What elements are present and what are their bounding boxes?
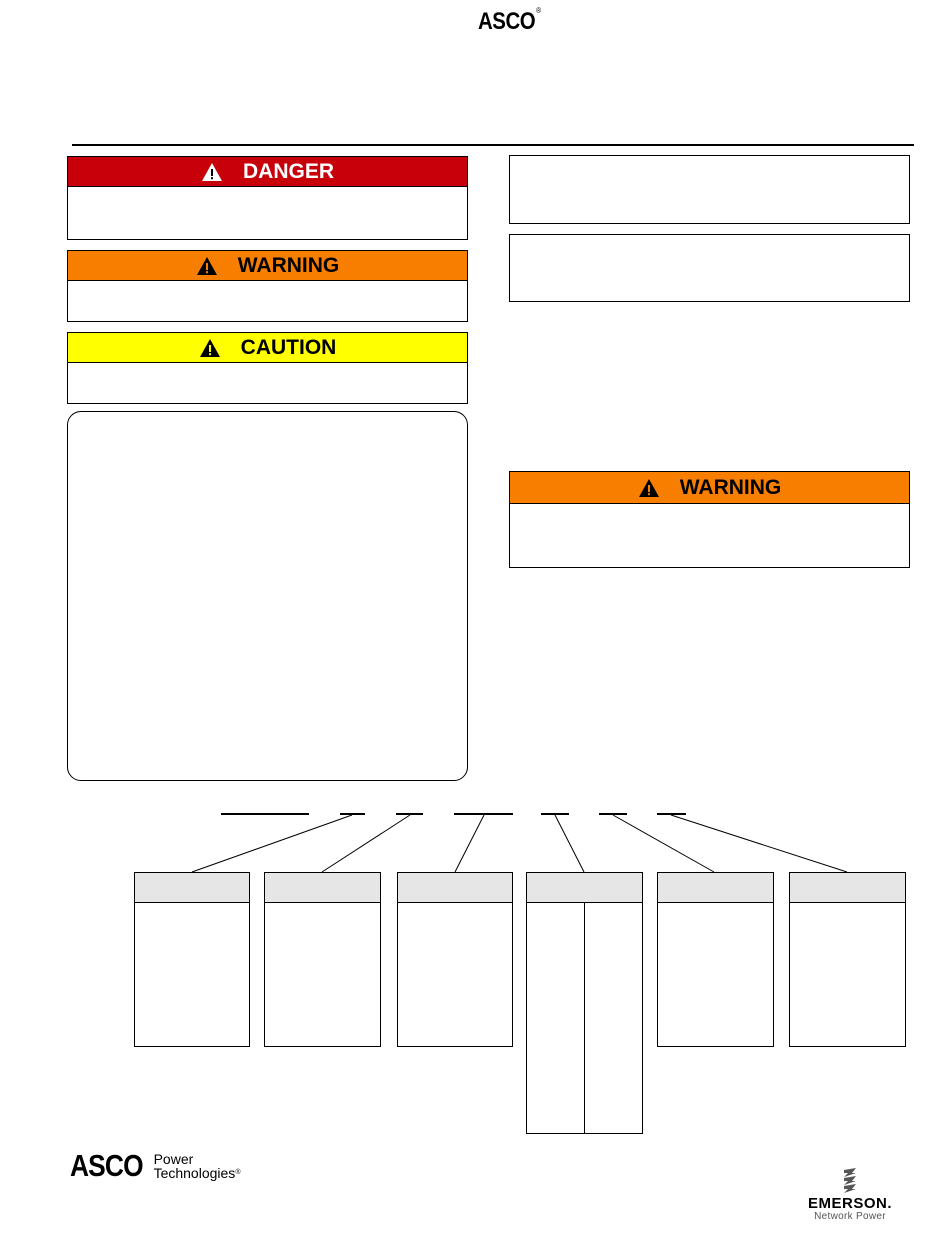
caution-label: CAUTION — [240, 335, 337, 359]
emerson-logo — [808, 1168, 892, 1222]
footer-registered-mark: ® — [235, 1169, 241, 1176]
danger-label: DANGER — [242, 159, 334, 183]
catalog-column-header — [398, 873, 512, 903]
catalog-column-6 — [789, 872, 906, 1047]
asco-power-technologies-logo — [70, 1148, 240, 1184]
catalog-column-header — [135, 873, 249, 903]
footer-technologies-text: Technologies — [153, 1165, 236, 1181]
catalog-column-4 — [526, 872, 643, 1134]
catalog-column-header — [527, 873, 642, 903]
catalog-column-header — [658, 873, 773, 903]
network-power-text: Network Power — [814, 1211, 886, 1222]
catalog-column-3 — [397, 872, 513, 1047]
footer-asco-text: ASCO — [70, 1148, 143, 1183]
warning-label-right: WARNING — [679, 475, 782, 499]
emerson-name: EMERSON. — [808, 1195, 893, 1212]
asco-brand-text: ASCO — [478, 8, 536, 35]
emerson-emblem-icon — [838, 1168, 862, 1194]
catalog-column-2 — [264, 872, 381, 1047]
footer-power-text: Power — [153, 1151, 194, 1167]
catalog-column-1 — [134, 872, 250, 1047]
warning-label-left: WARNING — [237, 253, 340, 277]
catalog-column-5 — [657, 872, 774, 1047]
catalog-column-header — [265, 873, 380, 903]
catalog-column-header — [790, 873, 905, 903]
column-divider — [584, 903, 585, 1134]
footer-tagline — [154, 1152, 241, 1180]
registered-mark: ® — [536, 6, 541, 15]
